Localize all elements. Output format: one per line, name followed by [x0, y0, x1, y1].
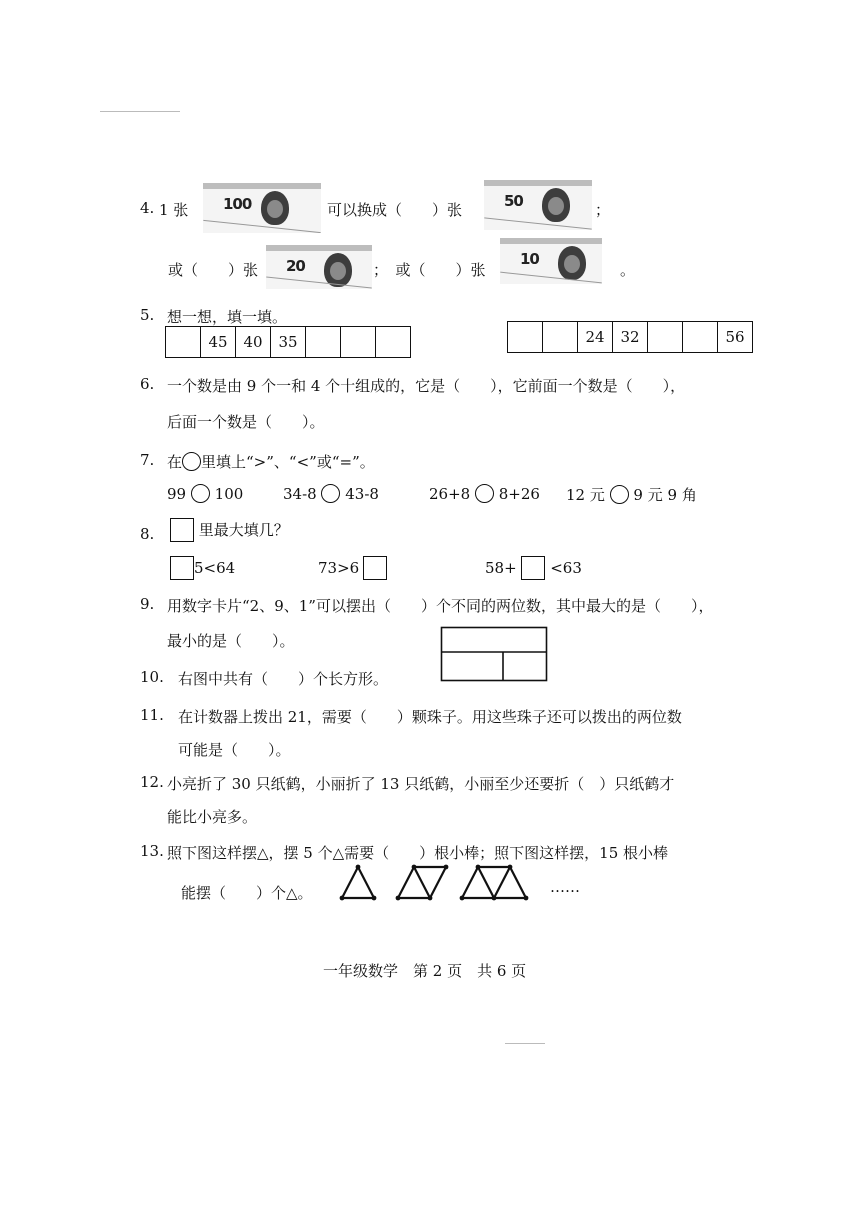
q6-line1: 一个数是由 9 个一和 4 个十组成的，它是（ ），它前面一个数是（ ），: [167, 377, 686, 395]
compare-circle-icon: [182, 452, 201, 471]
compare-right: 43-8: [345, 485, 379, 503]
q8-number: 8.: [140, 525, 155, 543]
number-sequence-2: [507, 321, 753, 353]
q8-item-3: [485, 556, 582, 580]
q7-prompt: [167, 451, 375, 472]
q8-item-2: [318, 556, 387, 580]
answer-square[interactable]: [363, 556, 387, 580]
compare-left: 12 元: [566, 486, 605, 504]
q6-line2: 后面一个数是（ ）。: [167, 413, 325, 431]
q8-prompt-text: 里最大填几？: [198, 521, 289, 539]
q8-item-1: [170, 556, 235, 580]
stick-triangle-group-2: [398, 867, 446, 898]
q5-prompt: 想一想，填一填。: [167, 308, 288, 326]
scan-artifact-line: [505, 1043, 545, 1044]
sequence-cell[interactable]: [648, 322, 683, 353]
stick-triangle-group-3: [462, 867, 526, 898]
number-sequence-1: [165, 326, 411, 358]
sequence-cell: 45: [201, 327, 236, 358]
q4-line1-start: 1 张: [159, 201, 189, 219]
sequence-cell: 35: [271, 327, 306, 358]
q7-number: 7.: [140, 451, 155, 469]
answer-square[interactable]: [521, 556, 545, 580]
sequence-cell: 24: [578, 322, 613, 353]
compare-right: 8+26: [498, 485, 540, 503]
stick-triangles-figure: [338, 862, 548, 904]
sequence-cell[interactable]: [683, 322, 718, 353]
compare-left: 34-8: [283, 485, 317, 503]
q4-line2-start: 或（ ）张: [168, 261, 259, 279]
q13-ellipsis: ……: [550, 878, 580, 896]
banknote-20-image: 20: [266, 245, 372, 289]
sequence-cell[interactable]: [543, 322, 578, 353]
sequence-cell: 56: [718, 322, 753, 353]
compare-answer-circle[interactable]: [191, 484, 210, 503]
banknote-10-image: 10: [500, 238, 602, 284]
sequence-cell[interactable]: [508, 322, 543, 353]
q13-number: 13.: [140, 842, 164, 860]
q7-prompt-end: 里填上“>”、“<”或“=”。: [201, 453, 375, 471]
compare-left: 99: [167, 485, 187, 503]
q5-number: 5.: [140, 306, 155, 324]
q11-line1: 在计数器上拨出 21，需要（ ）颗珠子。用这些珠子还可以拨出的两位数: [178, 708, 682, 726]
scan-artifact-line: [100, 111, 180, 112]
blank-square-icon: [170, 518, 194, 542]
compare-item: [429, 484, 540, 503]
q9-line1: 用数字卡片“2、9、1”可以摆出（ ）个不同的两位数，其中最大的是（ ），: [167, 597, 714, 615]
compare-right: 9 元 9 角: [633, 486, 697, 504]
q6-number: 6.: [140, 375, 155, 393]
figure-outer-rectangle: [442, 628, 547, 681]
q8-item-1-text: 5<64: [194, 559, 236, 577]
page-footer: 一年级数学 第 2 页 共 6 页: [323, 962, 527, 980]
compare-answer-circle[interactable]: [321, 484, 340, 503]
compare-item: [566, 484, 697, 505]
q12-line2: 能比小亮多。: [167, 808, 258, 826]
sequence-cell[interactable]: [306, 327, 341, 358]
compare-left: 26+8: [429, 485, 471, 503]
q7-prompt-start: 在: [167, 453, 183, 471]
q8-item-3-end: <63: [550, 559, 582, 577]
q8-item-2-text: 73>6: [318, 559, 360, 577]
q10-text: 右图中共有（ ）个长方形。: [178, 670, 389, 688]
q11-line2: 可能是（ ）。: [178, 741, 291, 759]
q9-number: 9.: [140, 595, 155, 613]
q11-number: 11.: [140, 706, 164, 724]
q8-prompt: [170, 518, 289, 542]
sequence-cell: 40: [236, 327, 271, 358]
stick-triangle-group-1: [342, 867, 374, 898]
banknote-50-image: 50: [484, 180, 592, 230]
q13-line1: 照下图这样摆△，摆 5 个△需要（ ）根小棒；照下图这样摆，15 根小棒: [167, 844, 669, 862]
compare-answer-circle[interactable]: [610, 485, 629, 504]
q12-number: 12.: [140, 773, 164, 791]
banknote-100-image: 100: [203, 183, 321, 233]
q4-line1-end: ；: [595, 201, 611, 219]
sequence-cell: 32: [613, 322, 648, 353]
q8-item-3-start: 58+: [485, 559, 517, 577]
sequence-cell[interactable]: [341, 327, 376, 358]
compare-right: 100: [214, 485, 244, 503]
compare-answer-circle[interactable]: [475, 484, 494, 503]
q4-number: 4.: [140, 199, 155, 217]
q4-line1-middle: 可以换成（ ）张: [327, 201, 463, 219]
compare-item: [167, 484, 243, 503]
q10-number: 10.: [140, 668, 164, 686]
sequence-cell[interactable]: [376, 327, 411, 358]
q4-line2-end: 。: [620, 261, 636, 279]
q12-line1: 小亮折了 30 只纸鹤，小丽折了 13 只纸鹤，小丽至少还要折（ ）只纸鹤才: [167, 775, 675, 793]
rectangle-figure: [440, 626, 548, 682]
q13-line2: 能摆（ ）个△。: [181, 884, 313, 902]
compare-item: [283, 484, 379, 503]
q9-line2: 最小的是（ ）。: [167, 632, 295, 650]
q4-line2-middle: ； 或（ ）张: [373, 261, 486, 279]
sequence-cell[interactable]: [166, 327, 201, 358]
answer-square[interactable]: [170, 556, 194, 580]
